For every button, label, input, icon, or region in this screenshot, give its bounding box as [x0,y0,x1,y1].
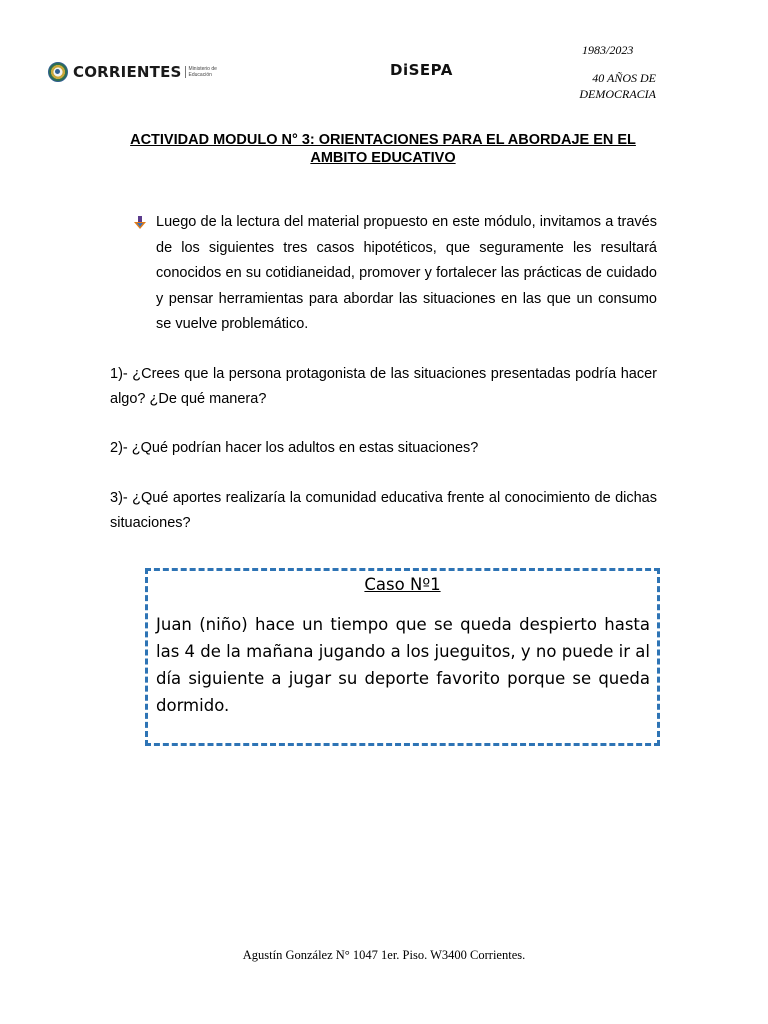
corrientes-logo-name: CORRIENTES [73,63,182,81]
ministry-label-line2: Educación [188,72,212,78]
arrow-bullet-icon [134,216,146,230]
anniversary-line2: DEMOCRACIA [579,87,656,101]
case-text: Juan (niño) hace un tiempo que se queda despierto hasta las 4 de la mañana jugando a los jueguitos, y no puede ir al día siguiente a jugar su deporte favorito porque se queda dormido. [156,615,650,715]
activity-title-line2: AMBITO EDUCATIVO [310,150,456,166]
question-2: 2)- ¿Qué podrían hacer los adultos en estas situaciones? [110,440,479,456]
corrientes-logo [48,60,217,84]
case-box [145,568,660,746]
intro-paragraph: Luego de la lectura del material propuesto en este módulo, invitamos a través de los siguientes tres casos hipotéticos, que seguramente les resultará conocidos en su cotidianeidad, promover y fortalecer las prácticas de cuidado y pensar herramientas para abordar las situaciones en las que un consumo se vuelve problemático. [156,214,657,332]
disepa-logo: DiSEPA [390,61,453,79]
activity-title [100,131,666,167]
ministry-label-line1: Ministerio de [188,66,217,72]
anniversary-line1: 40 AÑOS DE [592,71,656,85]
footer-address: Agustín González N° 1047 1er. Piso. W3400 Corrientes. [242,948,526,962]
question-1: 1)- ¿Crees que la persona protagonista de las situaciones presentadas podría hacer algo? ¿De qué manera? [110,366,657,407]
ministry-label [185,66,217,78]
year-range: 1983/2023 [582,43,634,57]
democracy-anniversary [536,70,656,102]
case-title: Caso Nº1 [364,575,441,594]
activity-title-line1: ACTIVIDAD MODULO N° 3: ORIENTACIONES PARA EL ABORDAJE EN EL [130,132,636,148]
corrientes-seal-icon [48,62,68,82]
question-3: 3)- ¿Qué aportes realizaría la comunidad educativa frente al conocimiento de dichas situaciones? [110,490,657,531]
